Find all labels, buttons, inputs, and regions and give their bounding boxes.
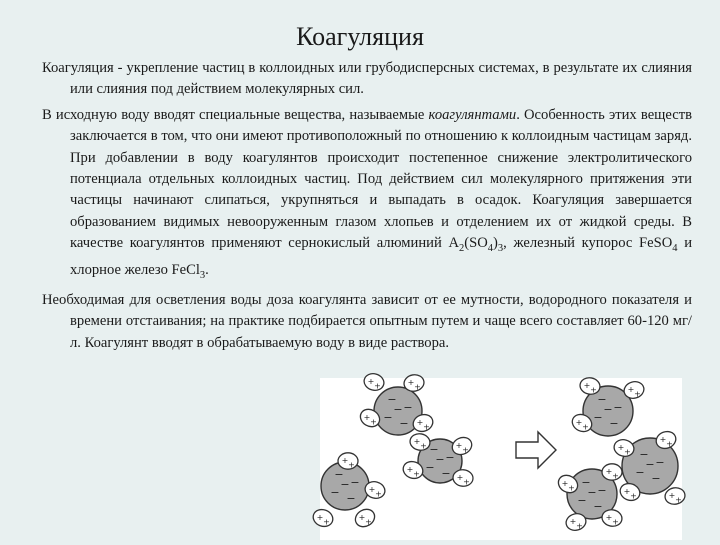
ion-charge-sign: +	[370, 417, 377, 427]
paragraph-definition	[42, 58, 692, 101]
ion-charge-sign: +	[420, 441, 427, 451]
particle-charge-sign: −	[651, 471, 661, 485]
particle-charge-sign: −	[613, 400, 623, 414]
ion-charge-sign: +	[612, 471, 619, 481]
ion-charge-sign: +	[583, 380, 591, 390]
ion-charge-sign: +	[323, 517, 330, 527]
ion-charge-sign: +	[617, 442, 625, 452]
particle-charge-sign: −	[603, 402, 613, 416]
dose-text: Необходимая для осветления воды доза коагулянта зависит от ее мутности, водородного показателя и времени отстаивания; на практике подбирается опытным путем и чаще всего составляет 60-120 мг/л. Коагулянт вводят в обрабатываемую воду в виде раствора.	[42, 291, 692, 351]
particle-charge-sign: −	[441, 466, 451, 480]
particle-charge-sign: −	[581, 475, 591, 489]
coagulation-illustration	[316, 376, 682, 540]
particle-charge-sign: −	[429, 442, 439, 456]
ion-charge-sign: +	[568, 483, 575, 493]
ion-charge-sign: +	[463, 477, 470, 487]
ion-charge-sign: +	[358, 512, 366, 522]
particle-charge-sign: −	[383, 410, 393, 424]
ion-charge-sign: +	[341, 455, 349, 465]
particle-charge-sign: −	[445, 450, 455, 464]
ion-charge-sign: +	[612, 517, 619, 527]
ion-charge-sign: +	[675, 495, 682, 505]
ion-charge-sign: +	[367, 376, 375, 386]
ion-charge-sign: +	[462, 445, 469, 455]
coagulants-text-4: и хлорное железо	[70, 235, 692, 278]
formula-aluminium-sulfate: $A_2(SO_4)_3$	[448, 235, 504, 255]
particle-charge-sign: −	[645, 457, 655, 471]
particle-charge-sign: −	[655, 455, 665, 469]
particle-charge-sign: −	[334, 467, 344, 481]
ion-charge-sign: +	[413, 436, 421, 446]
ion-charge-sign: +	[623, 486, 631, 496]
ion-charge-sign: +	[659, 434, 667, 444]
ion-charge-sign: +	[590, 385, 597, 395]
paragraph-coagulants	[42, 105, 692, 286]
coagulants-text-3: , железный купорос	[503, 235, 639, 252]
particle-charge-sign: −	[639, 447, 649, 461]
ion-charge-sign: +	[316, 512, 324, 522]
ion-charge-sign: +	[576, 521, 583, 531]
coagulants-text-5: .	[205, 261, 209, 278]
particle-charge-sign: −	[403, 400, 413, 414]
particle-charge-sign: −	[387, 392, 397, 406]
ion-charge-sign: +	[605, 512, 613, 522]
particle-charge-sign: −	[340, 477, 350, 491]
ion-charge-sign: +	[575, 417, 583, 427]
ion-charge-sign: +	[406, 464, 414, 474]
ion-charge-sign: +	[630, 491, 637, 501]
ion-charge-sign: +	[348, 460, 355, 470]
particle-charge-sign: −	[350, 475, 360, 489]
ion-charge-sign: +	[456, 472, 464, 482]
particle-charge-sign: −	[393, 402, 403, 416]
coagulation-diagram	[316, 376, 682, 540]
particle-charge-sign: −	[597, 483, 607, 497]
particle-charge-sign: −	[609, 416, 619, 430]
ion-charge-sign: +	[375, 489, 382, 499]
ion-charge-sign: +	[455, 440, 463, 450]
ion-charge-sign: +	[634, 389, 641, 399]
particle-charge-sign: −	[587, 485, 597, 499]
particle-charge-sign: −	[577, 493, 587, 507]
ion-charge-sign: +	[368, 484, 376, 494]
ion-charge-sign: +	[582, 422, 589, 432]
definition-text: Коагуляция - укрепление частиц в коллоидных или грубодисперсных системах, в результате их слияния или слияния под действием молекулярных сил.	[42, 60, 692, 98]
particle-charge-sign: −	[635, 465, 645, 479]
ion-charge-sign: +	[407, 377, 415, 387]
particle-charge-sign: −	[425, 460, 435, 474]
particle-charge-sign: −	[597, 392, 607, 406]
particle-charge-sign: −	[593, 410, 603, 424]
ion-charge-sign: +	[627, 384, 635, 394]
ion-charge-sign: +	[569, 516, 577, 526]
formula-iron-chloride: FeCl$_3$	[171, 261, 206, 281]
particle-charge-sign: −	[399, 416, 409, 430]
ion-charge-sign: +	[374, 381, 381, 391]
particle-charge-sign: −	[435, 452, 445, 466]
coagulants-text-1: В исходную воду вводят специальные вещества, называемые	[42, 106, 429, 123]
ion-charge-sign: +	[423, 422, 430, 432]
ion-charge-sign: +	[363, 412, 371, 422]
process-arrow	[516, 432, 556, 468]
ion-charge-sign: +	[624, 447, 631, 457]
paragraph-dose	[42, 290, 692, 354]
ion-charge-sign: +	[416, 417, 424, 427]
particle-charge-sign: −	[593, 499, 603, 513]
particle-charge-sign: −	[346, 491, 356, 505]
coagulants-text-2: . Особенность этих веществ заключается в том, что они имеют противоположный по отношению к коллоидным частицам заряд. При добавлении в воду коагулянтов происходит постепенное снижение электролитического потенциала отдельных коллоидных частиц. Под действием сил молекулярного притяжения эти частицы начинают слипаться, укрупняться и выпадать в осадок. Коагуляция завершается образованием видимых невооруженным глазом хлопьев и отделением их от жидкой среды. В качестве коагулянтов применяют сернокислый алюминий	[70, 106, 692, 252]
coagulants-term: коагулянтами	[428, 106, 517, 123]
ion-charge-sign: +	[413, 469, 420, 479]
ion-charge-sign: +	[365, 517, 372, 527]
ion-charge-sign: +	[668, 490, 676, 500]
formula-iron-sulfate: FeSO$_4$	[639, 235, 678, 255]
ion-charge-sign: +	[666, 439, 673, 449]
slide-title: Коагуляция	[296, 22, 424, 51]
particle-charge-sign: −	[330, 485, 340, 499]
ion-charge-sign: +	[605, 466, 613, 476]
ion-charge-sign: +	[414, 382, 421, 392]
slide-body	[42, 58, 692, 358]
ion-charge-sign: +	[561, 478, 569, 488]
